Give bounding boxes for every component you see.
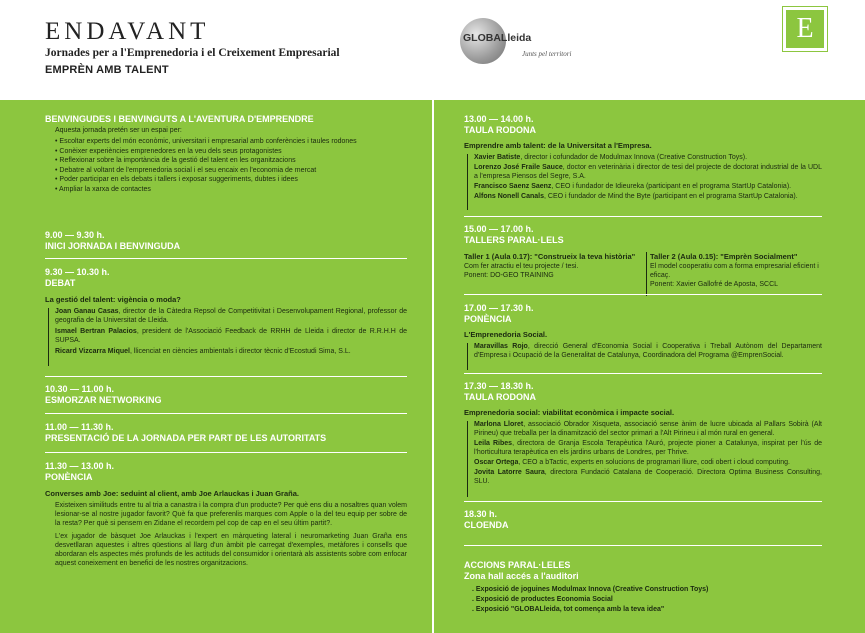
workshop-title: Taller 2 (Aula 0.15): "Emprèn Socialment" xyxy=(650,252,798,261)
session-title: PRESENTACIÓ DE LA JORNADA PER PART DE LES AUTORITATS xyxy=(45,433,327,443)
divider xyxy=(45,258,407,259)
workshop-1 xyxy=(464,252,644,280)
actions-title: ACCIONS PARAL·LELES xyxy=(464,560,571,570)
partner-logo xyxy=(460,18,580,70)
talk-paragraph: L'ex jugador de bàsquet Joe Arlauckas i l'expert en màrqueting lateral i neuromarketing Juan Graña ens desvetllaran aquestes i altres qüestions al llarg d'un àmbit ple carregat d'exemples, metàfores i consells que abordaran els aspectes més profunds de les actituds del consumidor i orientarà als assistents sobre com enfocar aquest coneixement en benefici de les nostres organitzacions. xyxy=(55,533,407,567)
workshop-title: Taller 1 (Aula 0.17): "Construeix la teva història" xyxy=(464,252,636,261)
divider xyxy=(45,376,407,377)
session-title: TAULA RODONA xyxy=(464,392,536,402)
list-item: . Exposició de joguines Modulmax Innova (Creative Construction Toys) xyxy=(472,586,709,593)
session-time: 10.30 — 11.00 h. xyxy=(45,384,115,394)
session-time: 17.30 — 18.30 h. xyxy=(464,381,534,391)
divider xyxy=(464,501,822,502)
speaker-entry: Ismael Bertran Palacios, president de l'Associació Feedback de RRHH de Lleida i director de R.R.H.H de SUPSA. xyxy=(55,328,407,344)
session-time: 11.00 — 11.30 h. xyxy=(45,422,114,432)
welcome-intro: Aquesta jornada pretén ser un espai per: xyxy=(55,127,182,134)
welcome-bullets xyxy=(55,137,407,194)
session-topic: Converses amb Joe: seduint al client, amb Joe Arlauckas i Juan Graña. xyxy=(45,489,299,498)
header xyxy=(0,0,865,100)
speaker-entry: Alfons Nonell Canals, CEO i fundador de Mind the Byte (participant en el programa StartUp Catalonia). xyxy=(474,193,798,200)
welcome-title: BENVINGUDES I BENVINGUTS A L'AVENTURA D'EMPRENDRE xyxy=(45,114,314,124)
list-item: • Escoltar experts del món econòmic, universitari i empresarial amb conferències i taules rodones xyxy=(55,137,407,147)
divider xyxy=(464,373,822,374)
logo-letter: E xyxy=(796,13,814,44)
speaker-entry: Maravillas Rojo, direcció General d'Economia Social i Cooperativa i Treball Autònom del Departament d'Empresa i Ocupació de la Generalitat de Catalunya, Coordinadora del Programa @EmprenSocial. xyxy=(474,343,822,359)
speaker-entry: Joan Ganau Casas, director de la Càtedra Repsol de Competitivitat i Desenvolupament Regional, professor de geografia de la Universitat de Lleida. xyxy=(55,308,407,324)
session-opening xyxy=(45,230,407,252)
session-title: ESMORZAR NETWORKING xyxy=(45,395,162,405)
workshop-speaker: Ponent: Xavier Gallofré de Aposta, SCCL xyxy=(650,281,779,288)
parallel-actions xyxy=(464,560,822,615)
session-title: DEBAT xyxy=(45,278,76,288)
session-workshops xyxy=(464,224,822,296)
workshop-2 xyxy=(650,252,822,289)
divider xyxy=(464,216,822,217)
divider xyxy=(45,452,407,453)
talk-paragraph: Existeixen similituds entre tu al tria a canastra i la compra d'un producte? Per què ens diu a nosaltres quan volem lesionar-se al nostre jugador favorit? Què fa que preferenlis marques com Apple o la del teu equip per sobre de la resta? Per què si pensem en Zidane el recordem pel cop de cap en el seu últim partit?. xyxy=(55,502,407,527)
list-item: • Reflexionar sobre la importància de la gestió del talent en les organitzacions xyxy=(55,156,407,166)
session-break xyxy=(45,384,407,406)
workshops-grid xyxy=(464,252,822,296)
list-item: . Exposició de productes Economia Social xyxy=(472,596,613,603)
speaker-bar xyxy=(467,421,468,497)
list-item: • Poder participar en els debats i tallers i exposar suggeriments, dubtes i idees xyxy=(55,175,407,185)
speaker-bar xyxy=(467,343,468,370)
session-time: 15.00 — 17.00 h. xyxy=(464,224,534,234)
session-closing xyxy=(464,509,822,531)
list-item: • Debatre al voltant de l'emprenedoria social i el seu encaix en l'economia de mercat xyxy=(55,166,407,176)
workshop-speaker: Ponent: DO-GEO TRAINING xyxy=(464,272,554,279)
session-time: 13.00 — 14.00 h. xyxy=(464,114,534,124)
divider xyxy=(464,294,822,295)
left-column xyxy=(0,100,432,633)
list-item: . Exposició "GLOBALleida, tot comença amb la teva idea" xyxy=(472,606,665,613)
session-title: CLOENDA xyxy=(464,520,509,530)
session-talk-social xyxy=(464,303,822,360)
partner-slogan: Junts pel territori xyxy=(522,50,572,58)
speaker-entry: Marlona Lloret, associació Obrador Xisqueta, associació sense ànim de lucre ubicada al Pallars Sobirà (Alt Pirineu) que treballa per la dinamització del sector primari a l'Alt Pirineu i al món rural en general. xyxy=(474,421,822,437)
session-authorities xyxy=(45,422,407,444)
session-debate xyxy=(45,267,407,356)
session-talk xyxy=(45,461,407,568)
session-roundtable-1 xyxy=(464,114,822,201)
divider xyxy=(464,545,822,546)
speaker-entry: Francisco Saenz Saenz, CEO i fundador de Idieureka (participant en el programa StartUp Catalonia). xyxy=(474,183,792,190)
session-topic: Emprenedoria social: viabilitat econòmica i impacte social. xyxy=(464,408,675,417)
session-topic: L'Emprenedoria Social. xyxy=(464,330,548,339)
event-subtitle: Jornades per a l'Emprenedoria i el Creixement Empresarial xyxy=(45,47,340,59)
session-title: PONÈNCIA xyxy=(464,314,512,324)
actions-location: Zona hall accés a l'auditori xyxy=(464,571,579,581)
brand-title: ENDAVANT xyxy=(45,18,210,45)
speaker-entry: Leila Ribes, directora de Granja Escola Terapèutica l'Auró, projecte pioner a Catalunya, inspirat per l'ús de l'horticultura terapèutica en els jardins urbans de Londres, per Thrive. xyxy=(474,440,822,456)
speaker-entry: Ricard Vizcarra Miquel, llicenciat en ciències ambientals i director tècnic d'Ecostudi Sima, S.L. xyxy=(55,348,351,355)
endavant-logo-icon xyxy=(783,7,827,51)
session-time: 17.00 — 17.30 h. xyxy=(464,303,534,313)
workshop-desc: El model cooperatiu com a forma empresarial eficient i eficaç. xyxy=(650,263,819,279)
list-item: • Ampliar la xarxa de contactes xyxy=(55,185,407,195)
session-title: TAULA RODONA xyxy=(464,125,536,135)
event-tagline: EMPRÈN AMB TALENT xyxy=(45,64,169,76)
speaker-entry: Xavier Batiste, director i cofundador de Modulmax Innova (Creative Construction Toys). xyxy=(474,154,748,161)
speaker-entry: Oscar Ortega, CEO a bTactic, experts en solucions de programari lliure, codi obert i cloud computing. xyxy=(474,459,790,466)
workshop-separator xyxy=(646,252,647,296)
session-time: 9.00 — 9.30 h. xyxy=(45,230,105,240)
session-title: PONÈNCIA xyxy=(45,472,93,482)
session-topic: Emprendre amb talent: de la Universitat a l'Empresa. xyxy=(464,141,652,150)
session-roundtable-2 xyxy=(464,381,822,486)
session-time: 9.30 — 10.30 h. xyxy=(45,267,110,277)
session-time: 11.30 — 13.00 h. xyxy=(45,461,115,471)
speaker-entry: Lorenzo José Fraile Sauce, doctor en veterinària i director de tesi del projecte de doctorat industrial de la UDL a l'empresa Piensos del Segre, S.A. xyxy=(474,164,822,180)
speaker-entry: Jovita Latorre Saura, directora Fundació Catalana de Cooperació. Directora Optima Business Consulting, SLU. xyxy=(474,469,822,485)
session-topic: La gestió del talent: vigència o moda? xyxy=(45,295,181,304)
divider xyxy=(45,413,407,414)
list-item: • Conèixer experiències emprenedores en la veu dels seus protagonistes xyxy=(55,147,407,157)
speaker-bar xyxy=(48,308,49,366)
partner-name: GLOBALleida xyxy=(463,32,532,44)
welcome-section xyxy=(45,114,407,194)
session-title: INICI JORNADA I BENVINGUDA xyxy=(45,241,181,251)
right-column xyxy=(434,100,865,633)
session-title: TALLERS PARAL·LELS xyxy=(464,235,564,245)
workshop-desc: Com fer atractiu el teu projecte / tesi. xyxy=(464,263,579,270)
speaker-bar xyxy=(467,154,468,210)
session-time: 18.30 h. xyxy=(464,509,498,519)
